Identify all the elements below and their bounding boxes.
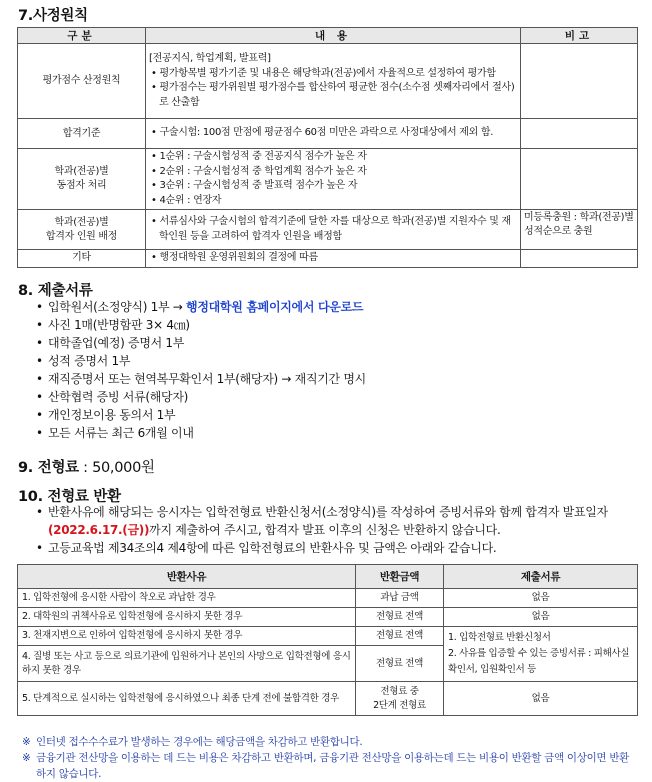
row-note: [521, 250, 638, 268]
content-line: [전공지식, 학업계획, 발표력]: [149, 53, 271, 64]
table-row: [18, 210, 638, 250]
section-7-title: 7.사정원칙: [18, 8, 88, 24]
section-9-title: 9. 전형료 : 50,000원: [18, 460, 155, 476]
table-row: [18, 119, 638, 149]
row-content: [146, 250, 521, 268]
row-note: [521, 149, 638, 210]
section-10-title: 10. 전형료 반환: [18, 489, 121, 505]
list-item: • 사진 1매(반명함판 3× 4㎝): [36, 316, 366, 334]
content-line: • 2순위 : 구술시험성적 중 학업계획 점수가 높은 자: [151, 165, 367, 177]
refund-amount: 전형료 전액: [356, 646, 444, 682]
row-note: [521, 44, 638, 119]
refund-amount: 전형료 중 2단계 전형료: [356, 682, 444, 716]
note-item: ※ 인터넷 접수수수료가 발생하는 경우에는 해당금액을 차감하고 반환합니다.: [22, 734, 632, 750]
section-8-title: 8. 제출서류: [18, 283, 93, 299]
table-row: [18, 149, 638, 210]
list-item: • 개인정보이용 동의서 1부: [36, 406, 366, 424]
note-item: ※ 금융기관 전산망을 이용하는 데 드는 비용은 차감하고 반환하며, 금융기관 전산망을 이용하는데 드는 비용이 반환할 금액 이상이면 반환하지 않습니다.: [22, 750, 632, 782]
refund-amount: 전형료 전액: [356, 608, 444, 627]
header-category: 구분: [18, 28, 146, 44]
row-note: [521, 119, 638, 149]
table-header-row: [18, 28, 638, 44]
refund-reason: 2. 대학원의 귀책사유로 입학전형에 응시하지 못한 경우: [18, 608, 356, 627]
list-item: • 모든 서류는 최근 6개월 이내: [36, 424, 366, 442]
content-line: • 평가항목별 평가기준 및 내용은 해당학과(전공)에서 자율적으로 설정하여 평가함: [151, 67, 496, 79]
list-item: • 입학원서(소정양식) 1부 → 행정대학원 홈페이지에서 다운로드: [36, 298, 366, 316]
content-line: • 평가점수는 평가위원별 평가점수를 합산하여 평균한 점수(소수점 셋째자리에서 절사)로 산출함: [151, 82, 515, 108]
refund-reason: 3. 천재지변으로 인하여 입학전형에 응시하지 못한 경우: [18, 627, 356, 646]
header-content: 내 용: [146, 28, 521, 44]
refund-paragraph-2: • 고등교육법 제34조의4 제4항에 따른 입학전형료의 반환사유 및 금액은 아래와 같습니다.: [36, 539, 631, 557]
table-header-row: [18, 565, 638, 589]
list-item: • 대학졸업(예정) 증명서 1부: [36, 334, 366, 352]
table-row: [18, 250, 638, 268]
row-category: 합격기준: [18, 119, 146, 149]
evaluation-principles-table: [17, 27, 638, 268]
content-line: • 행정대학원 운영위원회의 결정에 따름: [151, 252, 318, 263]
refund-paragraphs: [36, 503, 631, 557]
list-item: • 성적 증명서 1부: [36, 352, 366, 370]
download-link-text[interactable]: 행정대학원 홈페이지에서 다운로드: [186, 300, 364, 314]
row-category: 학과(전공)별 합격자 인원 배정: [18, 210, 146, 250]
refund-reason: 5. 단계적으로 실시하는 입학전형에 응시하였으나 최종 단계 전에 불합격한 경우: [18, 682, 356, 716]
header-docs: 제출서류: [444, 565, 638, 589]
row-content: [146, 44, 521, 119]
refund-docs: 없음: [444, 682, 638, 716]
content-line: • 구술시험: 100점 만점에 평균점수 60점 미만은 과락으로 사정대상에서 제외 함.: [151, 127, 494, 139]
table-row: [18, 608, 638, 627]
row-content: [146, 149, 521, 210]
refund-amount: 과납 금액: [356, 589, 444, 608]
exam-fee-value: : 50,000원: [78, 460, 155, 476]
header-reason: 반환사유: [18, 565, 356, 589]
refund-amount: 전형료 전액: [356, 627, 444, 646]
row-note: 미등록충원 : 학과(전공)별 성적순으로 충원: [521, 210, 638, 250]
row-category: 평가점수 산정원칙: [18, 44, 146, 119]
header-amount: 반환금액: [356, 565, 444, 589]
table-row: [18, 589, 638, 608]
refund-table: [17, 564, 638, 716]
list-item: • 산학협력 증빙 서류(해당자): [36, 388, 366, 406]
announcement-date: (2022.6.17.(금)): [48, 523, 150, 537]
table-row: [18, 682, 638, 716]
refund-docs: 없음: [444, 608, 638, 627]
refund-docs: 없음: [444, 589, 638, 608]
content-line: • 서류심사와 구술시험의 합격기준에 달한 자를 대상으로 학과(전공)별 지원자수 및 재학인원 등을 고려하여 합격자 인원을 배정함: [151, 216, 511, 242]
table-row: [18, 44, 638, 119]
refund-paragraph-1: • 반환사유에 해당되는 응시자는 입학전형료 반환신청서(소정양식)를 작성하여 증빙서류와 함께 합격자 발표일자 (2022.6.17.(금))까지 제출하여 주시고, 합격자 발표 이후의 신청은 반환하지 않습니다.: [36, 503, 631, 539]
row-category: 학과(전공)별 동점자 처리: [18, 149, 146, 210]
table-row: [18, 627, 638, 646]
content-line: • 3순위 : 구술시험성적 중 발표력 점수가 높은 자: [151, 180, 358, 191]
header-note: 비고: [521, 28, 638, 44]
required-documents-list: [36, 298, 366, 442]
row-content: [146, 119, 521, 149]
row-content: [146, 210, 521, 250]
refund-notes: [22, 734, 632, 782]
refund-docs-merged: 1. 입학전형료 반환신청서 2. 사유를 입증할 수 있는 증빙서류 : 피해사실확인서, 입원확인서 등: [444, 627, 638, 682]
list-item: • 재직증명서 또는 현역복무확인서 1부(해당자) → 재직기간 명시: [36, 370, 366, 388]
refund-reason: 1. 입학전형에 응시한 사람이 착오로 과납한 경우: [18, 589, 356, 608]
content-line: • 1순위 : 구술시험성적 중 전공지식 점수가 높은 자: [151, 151, 367, 162]
refund-reason: 4. 질병 또는 사고 등으로 의료기관에 입원하거나 본인의 사망으로 입학전형에 응시하지 못한 경우: [18, 646, 356, 682]
content-line: • 4순위 : 연장자: [151, 194, 222, 206]
row-category: 기타: [18, 250, 146, 268]
